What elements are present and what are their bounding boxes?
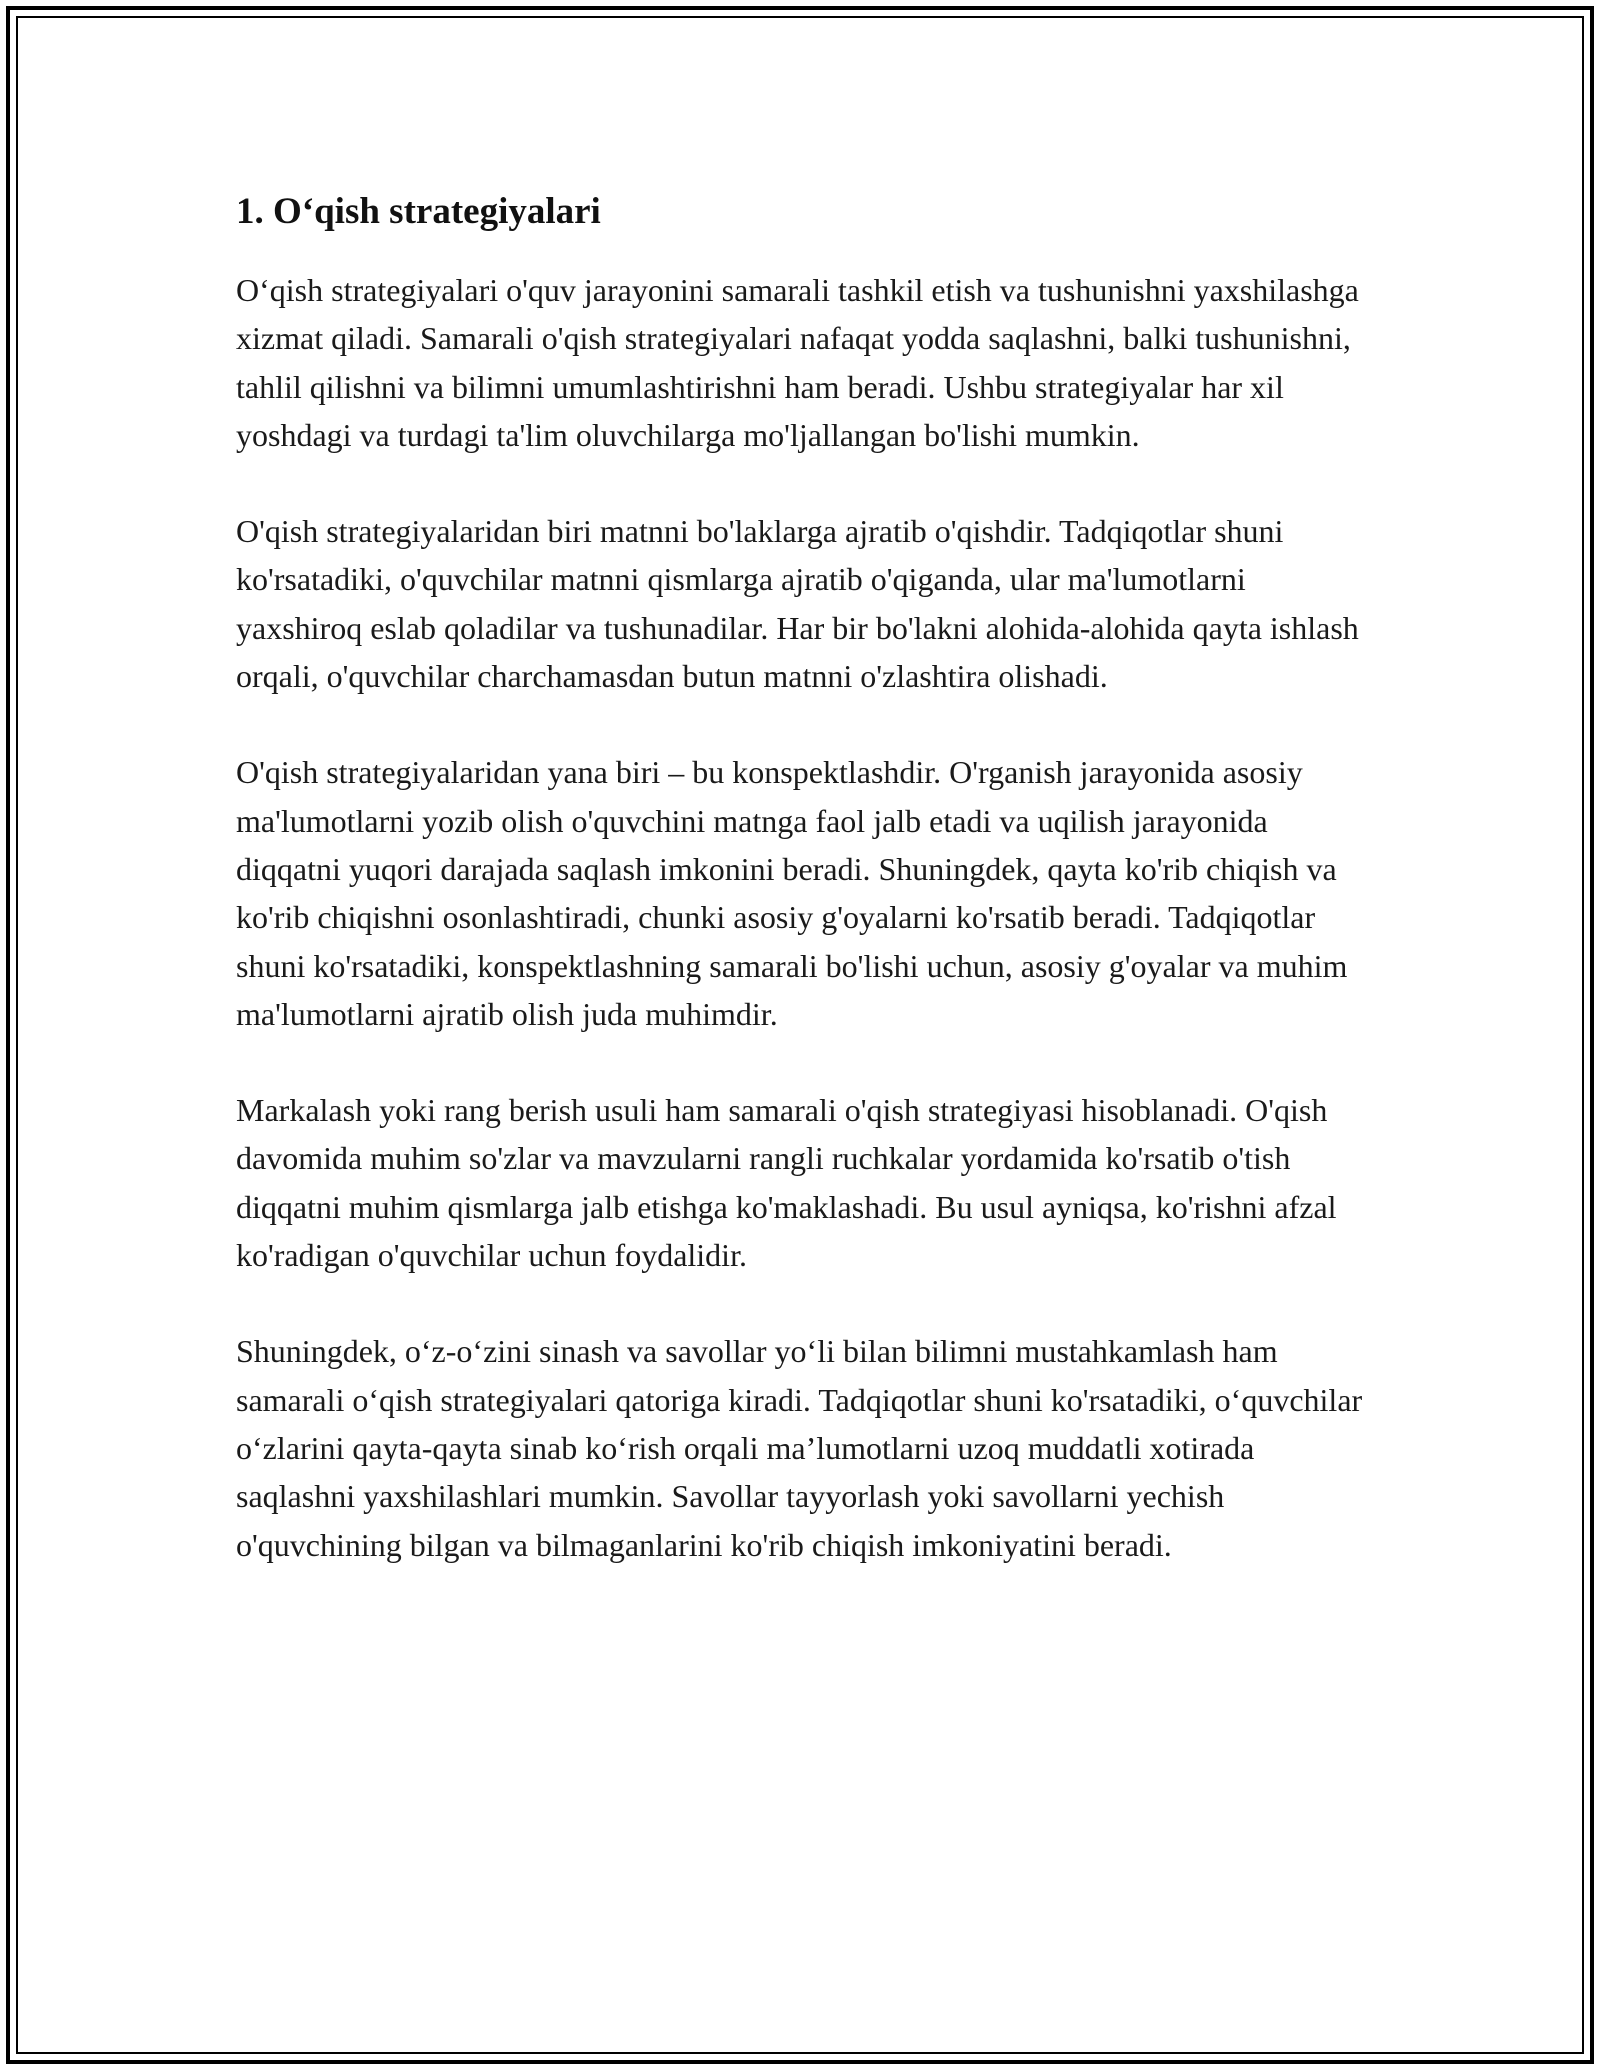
paragraph-5: Shuningdek, o‘z-o‘zini sinash va savollar yo‘li bilan bilimni mustahkamlash ham samarali o‘qish strategiyalari qatoriga kiradi. Tadqiqotlar shuni ko'rsatadiki, o‘quvchilar o‘zlarini qayta-qayta sinab ko‘rish orqali ma’lumotlarni uzoq muddatli xotirada saqlashni yaxshilashlari mumkin. Savollar tayyorlash yoki savollarni yechish o'quvchining bilgan va bilmaganlarini ko'rib chiqish imkoniyatini beradi. [236,1333,1363,1563]
paragraph-3: O'qish strategiyalaridan yana biri – bu konspektlashdir. O'rganish jarayonida asosiy ma'lumotlarni yozib olish o'quvchini matnga faol jalb etadi va uqilish jarayonida diqqatni yuqori darajada saqlash imkonini beradi. Shuningdek, qayta ko'rib chiqish va ko'rib chiqishni osonlashtiradi, chunki asosiy g'oyalarni ko'rsatib beradi. Tadqiqotlar shuni ko'rsatadiki, konspektlashning samarali bo'lishi uchun, asosiy g'oyalar va muhim ma'lumotlarni ajratib olish juda muhimdir. [236,754,1348,1032]
paragraph-1: O‘qish strategiyalari o'quv jarayonini samarali tashkil etish va tushunishni yaxshilashga xizmat qiladi. Samarali o'qish strategiyalari nafaqat yodda saqlashni, balki tushunishni, tahlil qilishni va bilimni umumlashtirishni ham beradi. Ushbu strategiyalar har xil yoshdagi va turdagi ta'lim oluvchilarga mo'ljallangan bo'lishi mumkin. [236,272,1359,453]
paragraph-2: O'qish strategiyalaridan biri matnni bo'laklarga ajratib o'qishdir. Tadqiqotlar shuni ko'rsatadiki, o'quvchilar matnni qismlarga ajratib o'qiganda, ular ma'lumotlarni yaxshiroq eslab qoladilar va tushunadilar. Har bir bo'lakni alohida-alohida qayta ishlash orqali, o'quvchilar charchamasdan butun matnni o'zlashtira olishadi. [236,513,1359,695]
section-title: 1. O‘qish strategiyalari [236,191,601,232]
document-body [236,186,1376,1617]
paragraph-4: Markalash yoki rang berish usuli ham samarali o'qish strategiyasi hisoblanadi. O'qish davomida muhim so'zlar va mavzularni rangli ruchkalar yordamida ko'rsatib o'tish diqqatni muhim qismlarga jalb etishga ko'maklashadi. Bu usul ayniqsa, ko'rishni afzal ko'radigan o'quvchilar uchun foydalidir. [236,1092,1337,1274]
